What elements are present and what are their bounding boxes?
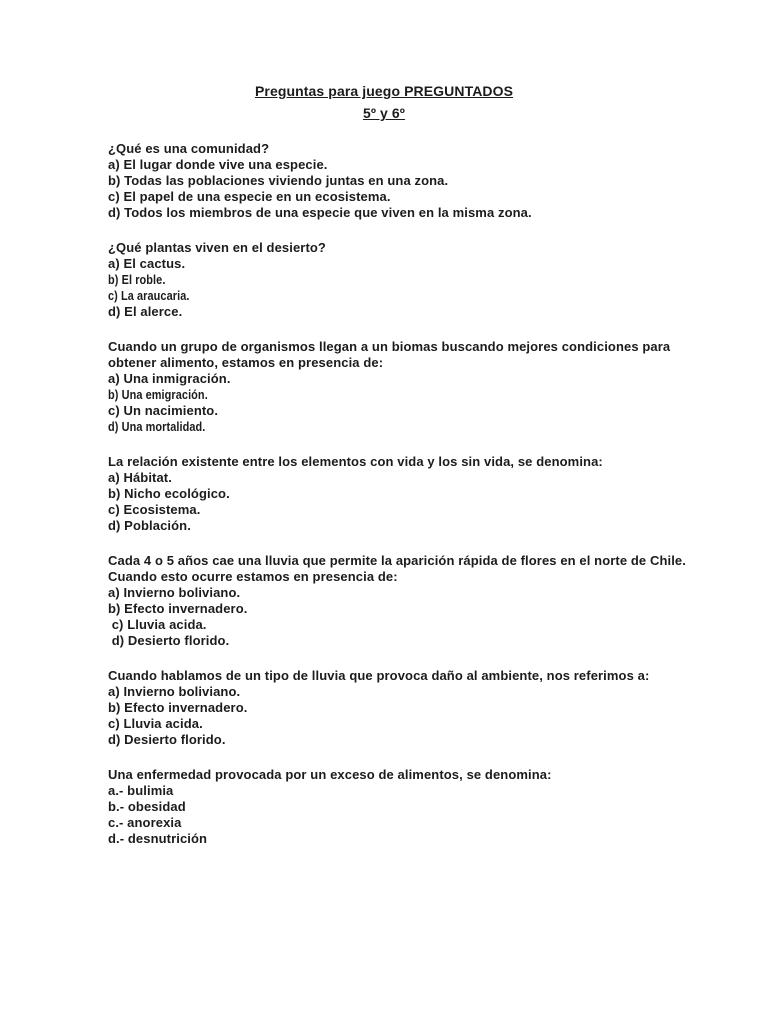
question-prompt: Una enfermedad provocada por un exceso de alimentos, se denomina: (108, 767, 552, 782)
question-prompt: Cuando un grupo de organismos llegan a un biomas buscando mejores condiciones para (108, 339, 671, 354)
question-prompt: La relación existente entre los elementos con vida y los sin vida, se denomina: (108, 454, 603, 469)
question-option: c) Lluvia acida. (108, 617, 207, 632)
question-prompt: obtener alimento, estamos en presencia de: (108, 355, 384, 370)
question-option: d) Todos los miembros de una especie que viven en la misma zona. (108, 205, 532, 220)
question-prompt: ¿Qué es una comunidad? (108, 141, 270, 156)
question-option: b) Nicho ecológico. (108, 486, 230, 501)
document-subtitle: 5º y 6º (362, 105, 406, 121)
question-option: a) Invierno boliviano. (108, 684, 241, 699)
question-option: d) Desierto florido. (108, 633, 230, 648)
question-option: c.- anorexia (108, 815, 182, 830)
question-block-5 (108, 553, 712, 649)
question-option: b.- obesidad (108, 799, 186, 814)
question-option: d) Población. (108, 518, 191, 533)
question-block-7 (108, 767, 712, 847)
question-block-6 (108, 668, 712, 748)
document-header (0, 0, 768, 124)
question-block-1 (108, 141, 712, 221)
question-option: c) Un nacimiento. (108, 403, 219, 418)
question-prompt: Cuando hablamos de un tipo de lluvia que provoca daño al ambiente, nos referimos a: (108, 668, 650, 683)
question-option: a) El lugar donde vive una especie. (108, 157, 328, 172)
document-body (0, 141, 768, 847)
document-title: Preguntas para juego PREGUNTADOS (254, 83, 514, 99)
question-block-4 (108, 454, 712, 534)
question-option: b) Efecto invernadero. (108, 700, 248, 715)
question-option: a) Invierno boliviano. (108, 585, 241, 600)
question-option: b) Una emigración. (108, 387, 208, 402)
question-option: a) Hábitat. (108, 470, 172, 485)
question-prompt: Cada 4 o 5 años cae una lluvia que permite la aparición rápida de flores en el norte de Chile. (108, 553, 686, 568)
question-option: a) El cactus. (108, 256, 186, 271)
question-option: c) Ecosistema. (108, 502, 201, 517)
question-option: a.- bulimia (108, 783, 174, 798)
question-option: b) Todas las poblaciones viviendo juntas en una zona. (108, 173, 449, 188)
question-option: d) Desierto florido. (108, 732, 226, 747)
question-prompt: Cuando esto ocurre estamos en presencia de: (108, 569, 398, 584)
question-option: c) El papel de una especie en un ecosistema. (108, 189, 391, 204)
question-option: b) Efecto invernadero. (108, 601, 248, 616)
question-option: a) Una inmigración. (108, 371, 231, 386)
question-prompt: ¿Qué plantas viven en el desierto? (108, 240, 326, 255)
question-block-2 (108, 240, 712, 320)
question-option: c) La araucaria. (108, 288, 190, 303)
question-option: d) El alerce. (108, 304, 183, 319)
question-option: b) El roble. (108, 272, 166, 287)
question-option: d) Una mortalidad. (108, 419, 206, 434)
question-option: d.- desnutrición (108, 831, 208, 846)
question-option: c) Lluvia acida. (108, 716, 203, 731)
question-block-3 (108, 339, 712, 435)
